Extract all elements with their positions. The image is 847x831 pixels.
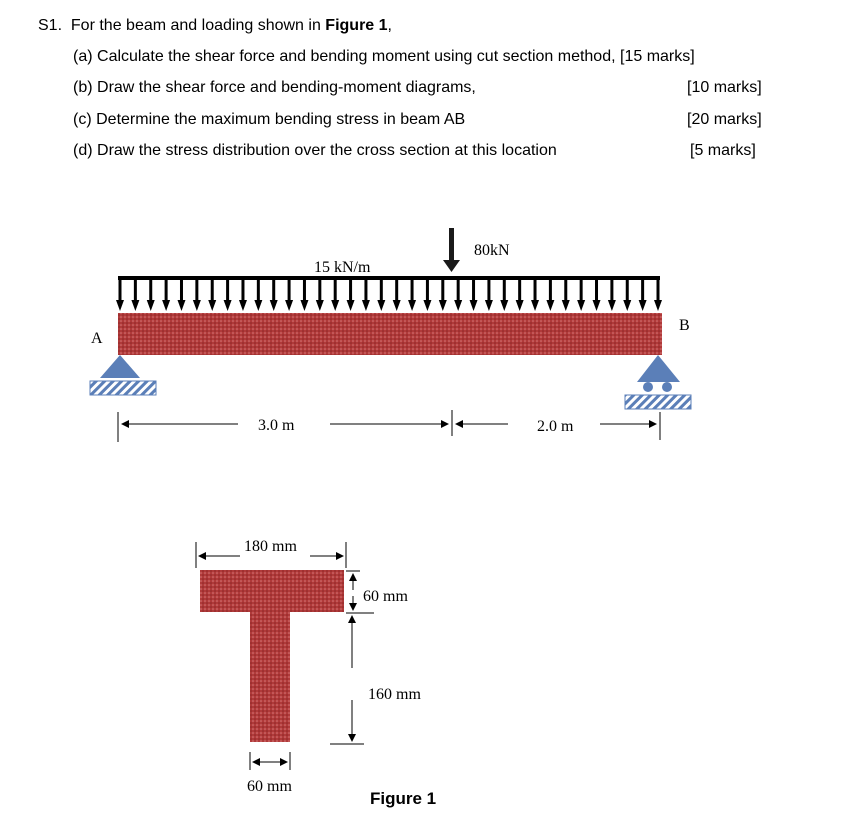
udl-arrow [254, 280, 262, 311]
udl-arrow [423, 280, 431, 311]
section-web [250, 612, 290, 742]
part-text: Draw the stress distribution over the cross section at this location [97, 142, 557, 159]
udl-arrow [623, 280, 631, 311]
udl-arrow [131, 280, 139, 311]
distributed-load [116, 276, 662, 311]
question-number: S1. [38, 17, 63, 34]
udl-arrow [654, 280, 662, 311]
udl-arrow [562, 280, 570, 311]
udl-arrow [208, 280, 216, 311]
udl-arrow [377, 280, 385, 311]
part-text: Determine the maximum bending stress in beam AB [96, 111, 466, 128]
udl-arrow [531, 280, 539, 311]
udl-arrow [577, 280, 585, 311]
figure-caption: Figure 1 [370, 789, 437, 808]
udl-label: 15 kN/m [314, 259, 371, 276]
part-text: Draw the shear force and bending-moment diagrams, [97, 79, 476, 96]
part-label: (b) [73, 79, 93, 96]
udl-arrow [485, 280, 493, 311]
udl-arrow [593, 280, 601, 311]
part-b-marks: [10 marks] [687, 79, 762, 96]
web-depth-label: 160 mm [368, 686, 421, 703]
udl-arrows [116, 280, 662, 311]
part-text: Calculate the shear force and bending moment using cut section method, [97, 48, 616, 65]
udl-arrow [546, 280, 554, 311]
udl-arrow [500, 280, 508, 311]
beam-ab [118, 313, 662, 355]
point-load [443, 228, 460, 272]
span-2-label: 2.0 m [537, 418, 574, 435]
point-load-shaft [449, 228, 454, 262]
web-width-label: 60 mm [247, 778, 292, 795]
question-intro-end: , [387, 17, 392, 34]
udl-arrow [300, 280, 308, 311]
part-c-marks: [20 marks] [687, 111, 762, 128]
udl-arrow [270, 280, 278, 311]
udl-arrow [347, 280, 355, 311]
udl-arrow [454, 280, 462, 311]
span-dimension-lines [118, 410, 660, 442]
udl-arrow [362, 280, 370, 311]
section-flange [200, 570, 344, 612]
udl-top-bar [118, 276, 660, 280]
udl-arrow [285, 280, 293, 311]
part-label: (d) [73, 142, 93, 159]
udl-arrow [316, 280, 324, 311]
flange-width-label: 180 mm [244, 538, 297, 555]
udl-arrow [470, 280, 478, 311]
udl-arrow [162, 280, 170, 311]
udl-arrow [224, 280, 232, 311]
support-a-label: A [91, 330, 103, 347]
part-label: (c) [73, 111, 92, 128]
point-load-head [443, 260, 460, 272]
figure-reference: Figure 1 [325, 17, 388, 34]
udl-arrow [193, 280, 201, 311]
udl-arrow [331, 280, 339, 311]
flange-depth-label: 60 mm [363, 588, 408, 605]
udl-arrow [393, 280, 401, 311]
udl-arrow [408, 280, 416, 311]
udl-arrow [177, 280, 185, 311]
part-d-marks: [5 marks] [690, 142, 756, 159]
part-marks: [15 marks] [620, 48, 695, 65]
udl-arrow [116, 280, 124, 311]
span-1-label: 3.0 m [258, 417, 295, 434]
support-a-pin [90, 355, 156, 395]
udl-arrow [516, 280, 524, 311]
udl-arrow [608, 280, 616, 311]
support-b-roller [625, 355, 691, 409]
point-load-label: 80kN [474, 242, 510, 259]
udl-arrow [147, 280, 155, 311]
udl-arrow [239, 280, 247, 311]
part-label: (a) [73, 48, 93, 65]
udl-arrow [439, 280, 447, 311]
support-b-label: B [679, 317, 690, 334]
question-intro-text: For the beam and loading shown in [70, 17, 326, 34]
udl-arrow [639, 280, 647, 311]
